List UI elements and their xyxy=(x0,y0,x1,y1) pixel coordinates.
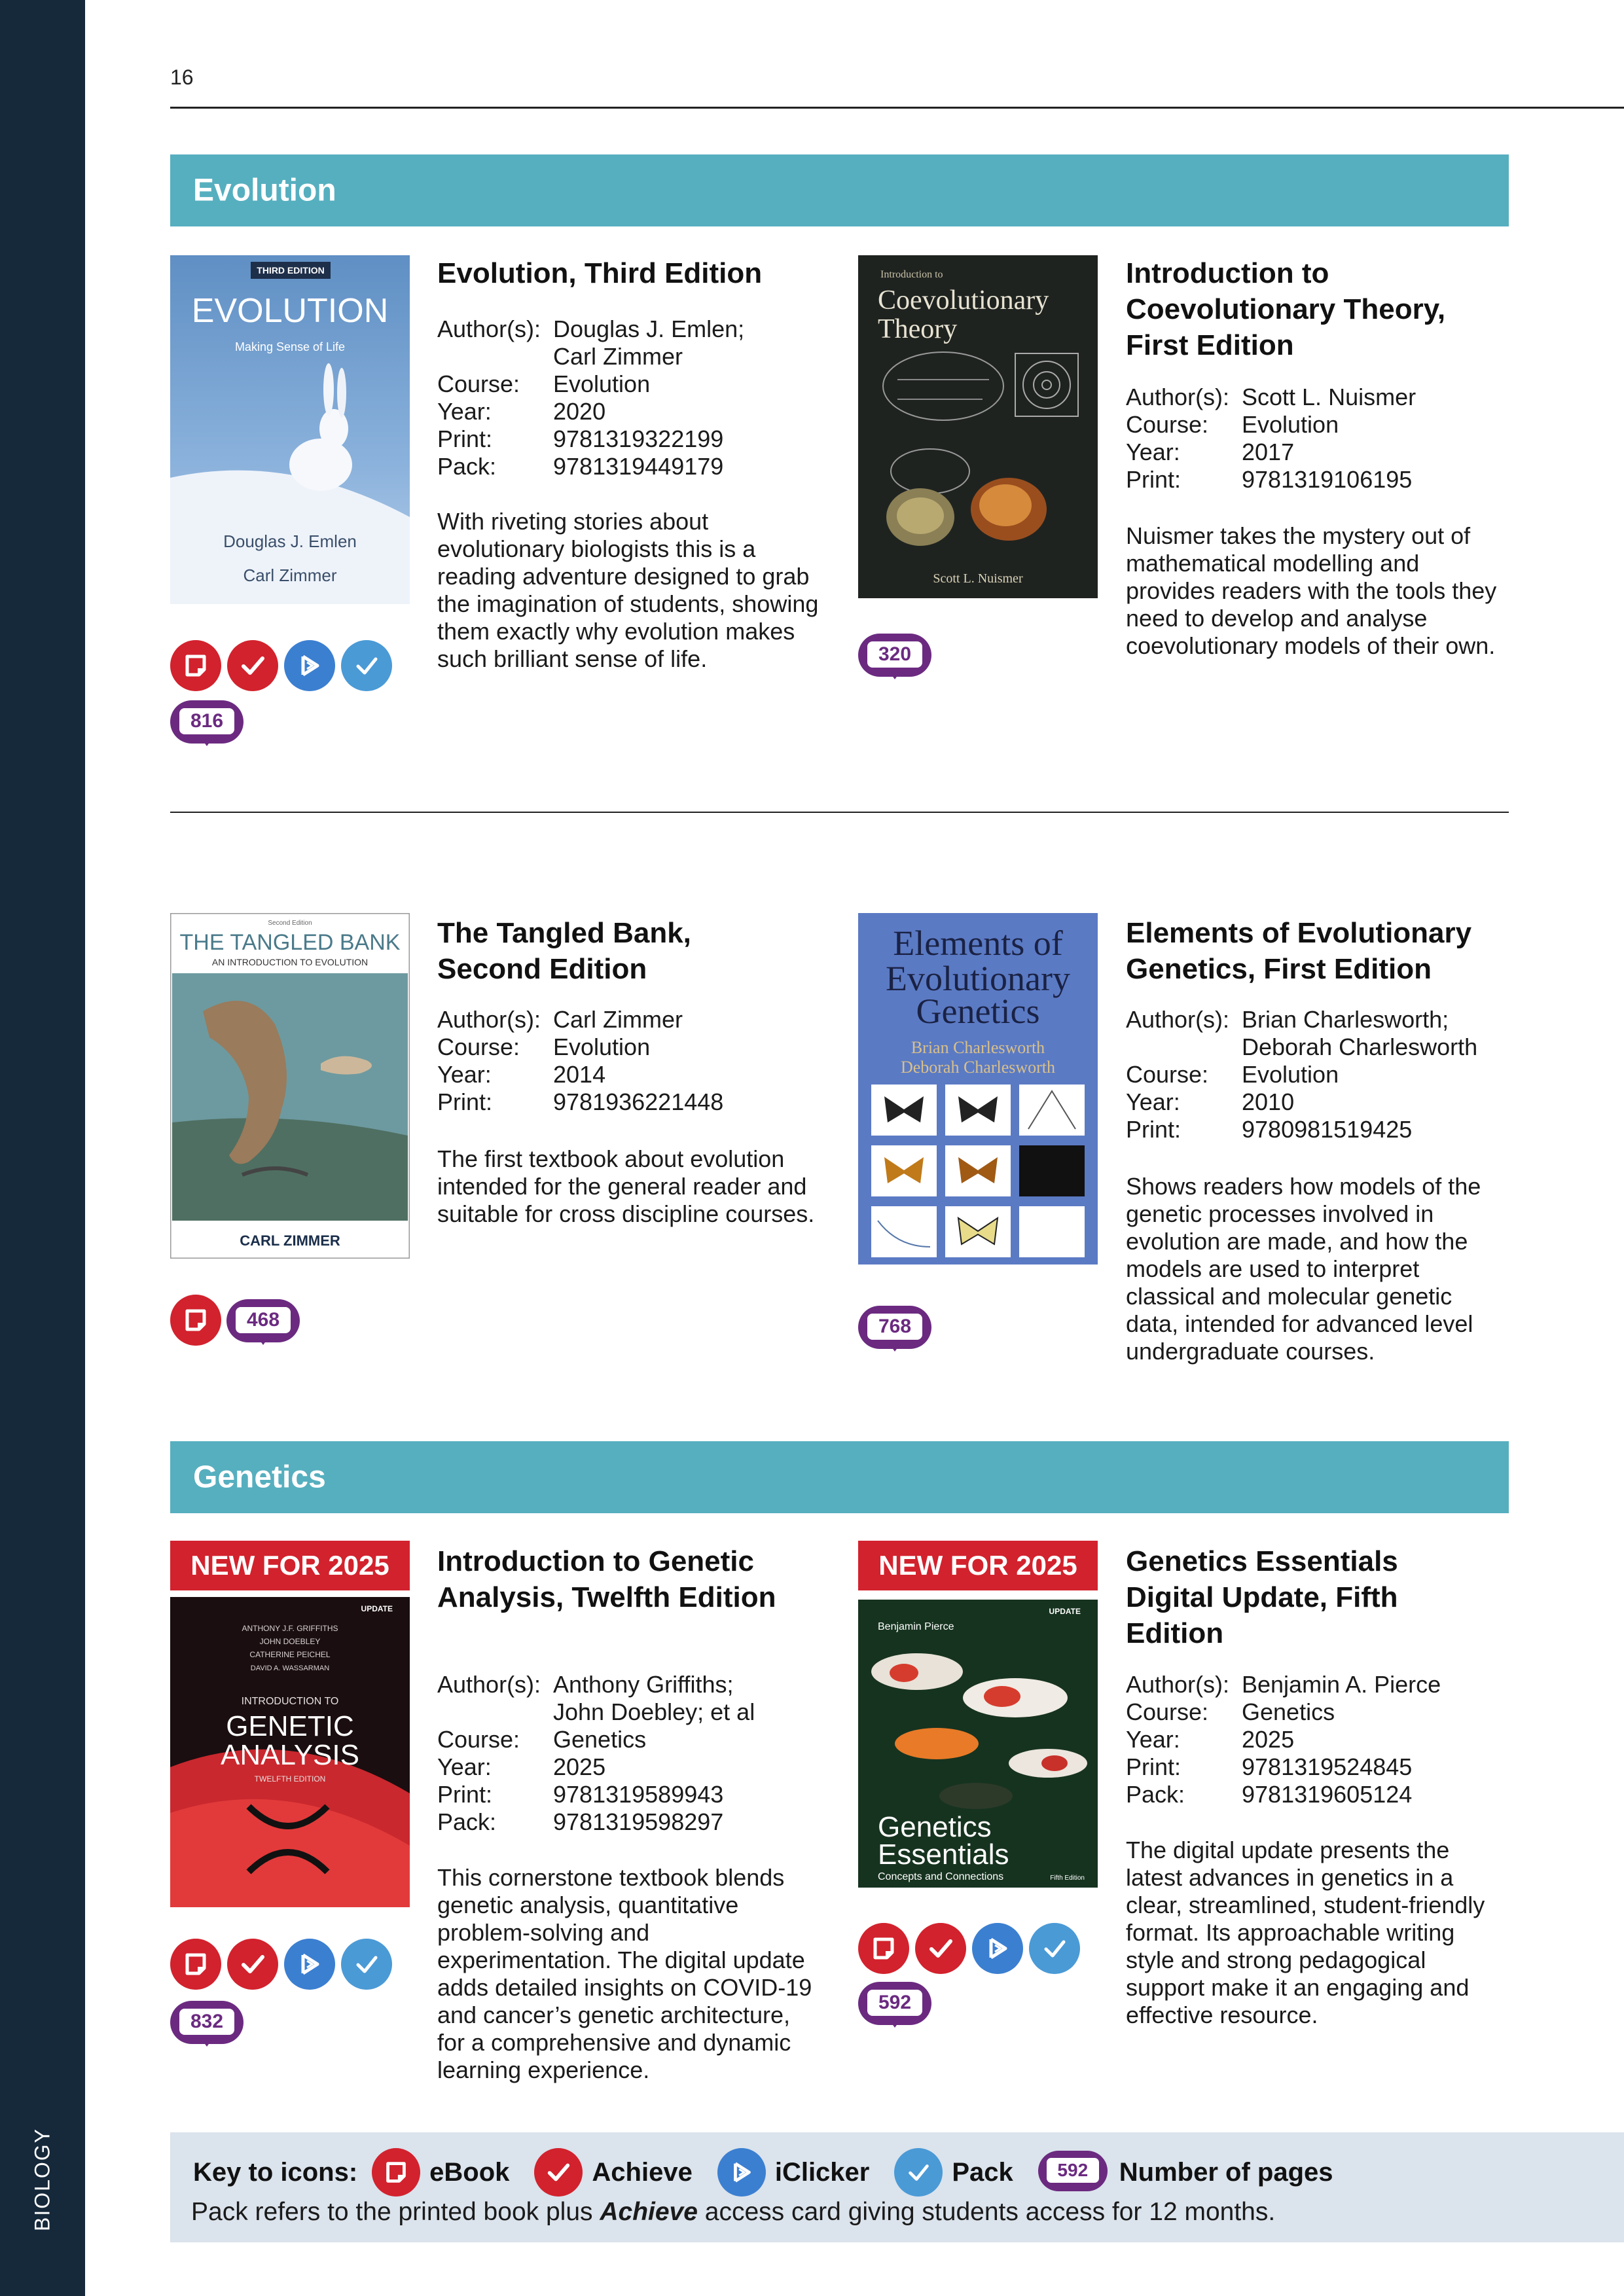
book-cover-coevolutionary-theory[interactable] xyxy=(858,255,1098,598)
page-count: 768 xyxy=(867,1314,922,1340)
key-pages-example: 592 xyxy=(1047,2158,1099,2183)
section-title: Genetics xyxy=(193,1460,326,1495)
cover-title: Evolutionary xyxy=(886,959,1070,998)
cover-author: CARL ZIMMER xyxy=(240,1232,340,1249)
sidebar xyxy=(0,0,85,2296)
key-note: Pack refers to the printed book plus Achieve access card giving students access for 12 months. xyxy=(191,2198,1276,2226)
top-rule xyxy=(170,107,1624,109)
cover-subtitle: Concepts and Connections xyxy=(878,1871,1004,1882)
course: Genetics xyxy=(553,1726,647,1753)
cover-author: Brian Charlesworth xyxy=(911,1038,1045,1057)
book-description: The first textbook about evolution intended for the general reader and suitable for cross discipline courses. xyxy=(437,1145,815,1227)
course: Evolution xyxy=(553,370,651,397)
new-for-2025-badge: NEW FOR 2025 xyxy=(170,1541,410,1590)
page-count-badge xyxy=(170,2001,244,2049)
resource-icons xyxy=(170,1295,221,1346)
resource-icons xyxy=(170,640,392,691)
cover-pre: INTRODUCTION TO xyxy=(241,1696,339,1707)
pack-isbn: 9781319449179 xyxy=(553,453,724,480)
pack-isbn: 9781319598297 xyxy=(553,1808,724,1835)
cover-title: Theory xyxy=(878,314,958,344)
iclicker-icon[interactable] xyxy=(284,1939,335,1990)
cover-author: DAVID A. WASSARMAN xyxy=(250,1664,330,1672)
book-description: The digital update presents the latest advances in genetics in a clear, streamlined, student-friendly format. Its approachable writing style and strong pedagogical support make it an engaging and effective resource. xyxy=(1126,1837,1485,2028)
page-number: 16 xyxy=(170,65,194,89)
cover-author: Carl Zimmer xyxy=(243,565,337,585)
section-title: Evolution xyxy=(193,173,336,208)
book-cover-elements-evolutionary-genetics[interactable] xyxy=(858,913,1098,1265)
year: 2025 xyxy=(553,1753,606,1780)
key-title: Key to icons: xyxy=(193,2157,358,2187)
cover-title: Genetics xyxy=(878,1811,992,1843)
cover-author: JOHN DOEBLEY xyxy=(259,1637,321,1646)
year: 2014 xyxy=(553,1061,606,1088)
key-label-iclicker: iClicker xyxy=(774,2157,870,2187)
book-meta: Author(s): Benjamin A. Pierce Course: Genetics Year: 2025 Print: 9781319524845 Pack: 9781319605124 xyxy=(1126,1671,1441,1808)
year: 2017 xyxy=(1242,439,1295,465)
book-cover-genetic-analysis[interactable] xyxy=(170,1597,410,1907)
achieve-icon[interactable] xyxy=(227,1939,278,1990)
achieve-icon xyxy=(534,2148,583,2197)
cover-author: Scott L. Nuismer xyxy=(933,571,1023,586)
page-count: 816 xyxy=(179,708,234,734)
authors: Benjamin A. Pierce xyxy=(1242,1671,1441,1698)
cover-title: Elements of xyxy=(893,924,1063,963)
print-isbn: 9781936221448 xyxy=(553,1088,724,1115)
section-header-evolution xyxy=(170,154,1509,226)
print-isbn: 9781319106195 xyxy=(1242,466,1413,493)
ebook-icon[interactable] xyxy=(170,1939,221,1990)
year: 2020 xyxy=(553,398,606,425)
authors: Douglas J. Emlen; Carl Zimmer xyxy=(553,315,745,370)
cover-title: ANALYSIS xyxy=(221,1739,359,1771)
achieve-icon[interactable] xyxy=(227,640,278,691)
key-label-ebook: eBook xyxy=(429,2157,510,2187)
icon-key xyxy=(170,2132,1624,2242)
cover-title: Coevolutionary xyxy=(878,285,1049,315)
divider xyxy=(170,812,1509,813)
page-count: 468 xyxy=(236,1307,291,1333)
cover-title: THE TANGLED BANK xyxy=(179,930,401,955)
iclicker-icon xyxy=(717,2148,766,2197)
page-count-badge xyxy=(858,1306,931,1354)
page-count-badge xyxy=(170,700,244,749)
page-count-badge xyxy=(1038,2148,1108,2197)
page-count-badge xyxy=(226,1299,300,1348)
print-isbn: 9781319322199 xyxy=(553,425,724,452)
cover-subtitle: AN INTRODUCTION TO EVOLUTION xyxy=(211,957,369,967)
cover-author: CATHERINE PEICHEL xyxy=(249,1650,331,1659)
year: 2025 xyxy=(1242,1726,1295,1753)
cover-title: GENETIC xyxy=(226,1710,354,1742)
ebook-icon[interactable] xyxy=(170,1295,221,1346)
book-title: Introduction to Genetic Analysis, Twelfth Edition xyxy=(437,1545,776,1613)
pack-icon[interactable] xyxy=(341,1939,392,1990)
book-cover-genetics-essentials[interactable] xyxy=(858,1600,1098,1888)
section-header-genetics xyxy=(170,1441,1509,1513)
ebook-icon xyxy=(372,2148,420,2197)
pack-icon xyxy=(894,2148,943,2197)
cover-author: Douglas J. Emlen xyxy=(223,531,357,551)
cover-update: UPDATE xyxy=(361,1604,393,1613)
book-title: Introduction to Coevolutionary Theory, First Edition xyxy=(1126,257,1446,361)
cover-pre: Introduction to xyxy=(880,269,943,280)
cover-edition: Second Edition xyxy=(268,920,312,927)
side-label: BIOLOGY xyxy=(30,2127,54,2232)
book-description: This cornerstone textbook blends genetic analysis, quantitative problem-solving and experimentation. The digital update adds detailed insights on COVID-19 and cancer’s genetic architecture, for a comprehensive and dynamic learning experience. xyxy=(437,1864,812,2083)
book-description: Shows readers how models of the genetic processes involved in evolution are made, and how the models are used to interpret classical and molecular genetic data, intended for advanced level undergraduate courses. xyxy=(1126,1173,1481,1365)
iclicker-icon[interactable] xyxy=(284,640,335,691)
book-description: With riveting stories about evolutionary biologists this is a reading adventure designed to grab the imagination of students, showing them exactly why evolution makes such brilliant sense of life. xyxy=(437,508,819,672)
key-label-pages: Number of pages xyxy=(1119,2157,1333,2187)
course: Genetics xyxy=(1242,1698,1335,1725)
book-description: Nuismer takes the mystery out of mathematical modelling and provides readers with the tools they need to develop and analyse coevolutionary models of their own. xyxy=(1126,522,1497,659)
ebook-icon[interactable] xyxy=(858,1923,909,1974)
year: 2010 xyxy=(1242,1088,1295,1115)
resource-icons xyxy=(170,1939,392,1990)
print-isbn: 9780981519425 xyxy=(1242,1116,1413,1143)
iclicker-icon[interactable] xyxy=(972,1923,1023,1974)
cover-author: Benjamin Pierce xyxy=(878,1621,954,1632)
authors: Scott L. Nuismer xyxy=(1242,384,1416,410)
book-meta: Author(s): Douglas J. Emlen; Carl Zimmer Course: Evolution Year: 2020 Print: 9781319322199 Pack: 9781319449179 xyxy=(437,315,745,480)
book-meta: Author(s): Anthony Griffiths; John Doebley; et al Course: Genetics Year: 2025 Print: 9781319589943 Pack: 9781319598297 xyxy=(437,1671,755,1835)
new-for-2025-badge: NEW FOR 2025 xyxy=(858,1541,1098,1590)
key-note-achieve: Achieve xyxy=(600,2198,698,2226)
key-label-achieve: Achieve xyxy=(592,2157,693,2187)
course: Evolution xyxy=(1242,411,1339,438)
print-isbn: 9781319589943 xyxy=(553,1781,724,1808)
page-count: 320 xyxy=(867,641,922,668)
course: Evolution xyxy=(553,1033,651,1060)
cover-title: Essentials xyxy=(878,1839,1009,1871)
cover-edition: TWELFTH EDITION xyxy=(254,1774,326,1784)
page-count-badge xyxy=(858,1982,931,2030)
book-cover-tangled-bank[interactable] xyxy=(170,913,410,1259)
book-title: Elements of Evolutionary Genetics, First Edition xyxy=(1126,917,1472,985)
print-isbn: 9781319524845 xyxy=(1242,1753,1413,1780)
cover-author: Deborah Charlesworth xyxy=(900,1058,1056,1077)
authors: Carl Zimmer xyxy=(553,1006,683,1033)
page-count: 832 xyxy=(179,2009,234,2035)
cover-edition: Fifth Edition xyxy=(1050,1874,1085,1882)
book-title: Evolution, Third Edition xyxy=(437,257,763,289)
page-count: 592 xyxy=(867,1990,922,2016)
cover-update: UPDATE xyxy=(1049,1607,1081,1616)
book-meta: Author(s): Carl Zimmer Course: Evolution Year: 2014 Print: 9781936221448 xyxy=(437,1006,724,1115)
book-cover-evolution[interactable] xyxy=(170,255,410,604)
pack-isbn: 9781319605124 xyxy=(1242,1781,1413,1808)
cover-badge: THIRD EDITION xyxy=(257,265,325,276)
cover-title: EVOLUTION xyxy=(191,292,389,330)
pack-icon[interactable] xyxy=(341,640,392,691)
cover-title: Genetics xyxy=(916,992,1040,1031)
book-meta: Author(s): Brian Charlesworth; Deborah Charlesworth Course: Evolution Year: 2010 Print: 9780981519425 xyxy=(1126,1006,1478,1143)
key-label-pack: Pack xyxy=(952,2157,1013,2187)
achieve-icon[interactable] xyxy=(915,1923,966,1974)
resource-icons xyxy=(858,1923,1080,1974)
authors: Brian Charlesworth; Deborah Charlesworth xyxy=(1242,1006,1478,1060)
pack-icon[interactable] xyxy=(1029,1923,1080,1974)
authors: Anthony Griffiths; John Doebley; et al xyxy=(553,1671,755,1725)
cover-author: ANTHONY J.F. GRIFFITHS xyxy=(242,1624,338,1633)
book-title: The Tangled Bank, Second Edition xyxy=(437,917,691,985)
ebook-icon[interactable] xyxy=(170,640,221,691)
course: Evolution xyxy=(1242,1061,1339,1088)
book-meta: Author(s): Scott L. Nuismer Course: Evolution Year: 2017 Print: 9781319106195 xyxy=(1126,384,1416,493)
book-title: Genetics Essentials Digital Update, Fifth Edition xyxy=(1126,1545,1398,1649)
page-count-badge xyxy=(858,634,931,682)
cover-subtitle: Making Sense of Life xyxy=(234,340,346,353)
